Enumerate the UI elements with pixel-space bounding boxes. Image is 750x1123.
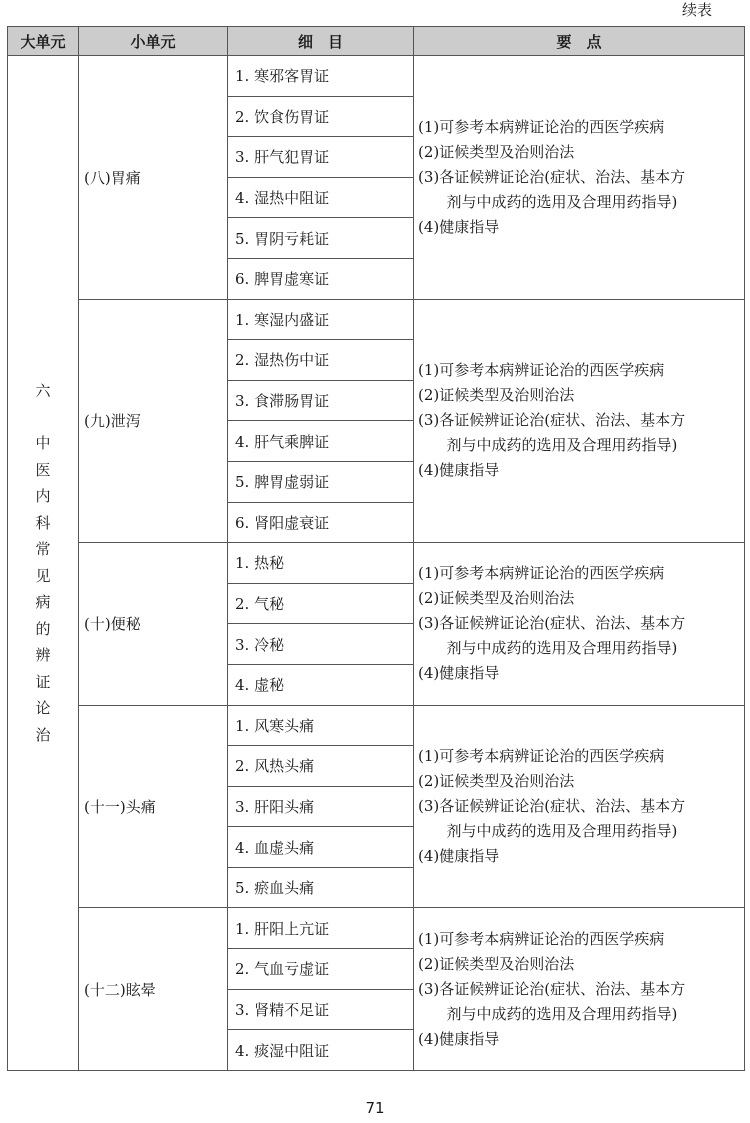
detail-cell: 1. 肝阳上亢证 [228, 908, 414, 949]
main-unit-title-char: 治 [35, 725, 51, 744]
key-point-line: (2)证候类型及治则治法 [418, 771, 575, 790]
key-point-line: (3)各证候辨证论治(症状、治法、基本方 [418, 796, 686, 815]
page-number: 71 [365, 1099, 385, 1117]
key-point-line: (1)可参考本病辨证论治的西医学疾病 [418, 564, 665, 583]
key-point-line: (3)各证候辨证论治(症状、治法、基本方 [418, 979, 686, 998]
detail-cell: 4. 痰湿中阻证 [228, 1030, 414, 1071]
main-unit-title-char: 的 [35, 619, 51, 638]
main-unit-number: 六 [35, 381, 51, 400]
key-points-cell [414, 705, 745, 908]
sub-unit-cell: (十)便秘 [79, 543, 228, 705]
table-row [8, 705, 745, 746]
table-row [8, 299, 745, 340]
key-point-line: (4)健康指导 [418, 664, 500, 683]
detail-cell: 1. 寒湿内盛证 [228, 299, 414, 340]
detail-cell: 6. 脾胃虚寒证 [228, 258, 414, 299]
detail-cell: 3. 肝气犯胃证 [228, 137, 414, 178]
main-unit-cell [8, 56, 79, 1071]
header-key-points: 要 点 [414, 27, 745, 56]
table-row [8, 908, 745, 949]
key-points-cell [414, 56, 745, 300]
key-point-line: (3)各证候辨证论治(症状、治法、基本方 [418, 614, 686, 633]
key-point-line: (4)健康指导 [418, 846, 500, 865]
detail-cell: 4. 虚秘 [228, 664, 414, 705]
detail-cell: 2. 气秘 [228, 583, 414, 624]
key-point-line: 剂与中成药的选用及合理用药指导) [446, 1004, 678, 1023]
key-point-line: (3)各证候辨证论治(症状、治法、基本方 [418, 411, 686, 430]
detail-cell: 5. 胃阴亏耗证 [228, 218, 414, 259]
detail-cell: 6. 肾阳虚衰证 [228, 502, 414, 543]
key-point-line: 剂与中成药的选用及合理用药指导) [446, 192, 678, 211]
detail-cell: 4. 湿热中阻证 [228, 177, 414, 218]
table-row [8, 56, 745, 97]
detail-cell: 2. 湿热伤中证 [228, 340, 414, 381]
detail-cell: 1. 寒邪客胃证 [228, 56, 414, 97]
key-point-line: (1)可参考本病辨证论治的西医学疾病 [418, 929, 665, 948]
detail-cell: 1. 热秘 [228, 543, 414, 584]
main-unit-title-char: 中 [35, 434, 51, 453]
main-unit-title-char: 内 [35, 487, 51, 506]
detail-cell: 3. 肝阳头痛 [228, 786, 414, 827]
key-point-line: (4)健康指导 [418, 461, 500, 480]
header-sub-unit: 小单元 [79, 27, 228, 56]
header-details: 细 目 [228, 27, 414, 56]
detail-cell: 2. 风热头痛 [228, 746, 414, 787]
main-unit-title-char: 论 [35, 699, 51, 718]
sub-unit-cell: (九)泄泻 [79, 299, 228, 543]
detail-cell: 3. 冷秘 [228, 624, 414, 665]
key-point-line: (2)证候类型及治则治法 [418, 386, 575, 405]
main-unit-title-char: 常 [35, 540, 51, 559]
detail-cell: 2. 气血亏虚证 [228, 949, 414, 990]
key-point-line: (1)可参考本病辨证论治的西医学疾病 [418, 746, 665, 765]
continued-label: 续表 [681, 1, 712, 19]
key-point-line: 剂与中成药的选用及合理用药指导) [446, 821, 678, 840]
key-point-line: (3)各证候辨证论治(症状、治法、基本方 [418, 167, 686, 186]
detail-cell: 5. 脾胃虚弱证 [228, 461, 414, 502]
key-point-line: (1)可参考本病辨证论治的西医学疾病 [418, 361, 665, 380]
key-point-line: (2)证候类型及治则治法 [418, 142, 575, 161]
detail-cell: 3. 食滞肠胃证 [228, 380, 414, 421]
table-row [8, 543, 745, 584]
key-points-cell [414, 299, 745, 543]
key-points-cell [414, 908, 745, 1070]
main-unit-title-char: 辨 [35, 646, 51, 665]
main-unit-title-char: 证 [35, 672, 51, 691]
key-points-cell [414, 543, 745, 705]
detail-cell: 4. 血虚头痛 [228, 827, 414, 868]
key-point-line: (1)可参考本病辨证论治的西医学疾病 [418, 117, 665, 136]
table-header-row [8, 27, 745, 56]
key-point-line: (2)证候类型及治则治法 [418, 589, 575, 608]
sub-unit-cell: (十一)头痛 [79, 705, 228, 908]
key-point-line: (4)健康指导 [418, 217, 500, 236]
key-point-line: 剂与中成药的选用及合理用药指导) [446, 436, 678, 455]
key-point-line: (4)健康指导 [418, 1029, 500, 1048]
detail-cell: 5. 瘀血头痛 [228, 867, 414, 908]
main-unit-title-char: 医 [35, 460, 51, 479]
detail-cell: 1. 风寒头痛 [228, 705, 414, 746]
main-unit-title-char: 见 [35, 566, 51, 585]
sub-unit-cell: (十二)眩晕 [79, 908, 228, 1070]
sub-unit-cell: (八)胃痛 [79, 56, 228, 300]
key-point-line: (2)证候类型及治则治法 [418, 954, 575, 973]
syllabus-table [7, 26, 745, 1071]
header-main-unit: 大单元 [8, 27, 79, 56]
main-unit-title-char: 病 [35, 593, 51, 612]
main-unit-title-char: 科 [35, 513, 51, 532]
detail-cell: 4. 肝气乘脾证 [228, 421, 414, 462]
detail-cell: 3. 肾精不足证 [228, 989, 414, 1030]
key-point-line: 剂与中成药的选用及合理用药指导) [446, 639, 678, 658]
detail-cell: 2. 饮食伤胃证 [228, 96, 414, 137]
